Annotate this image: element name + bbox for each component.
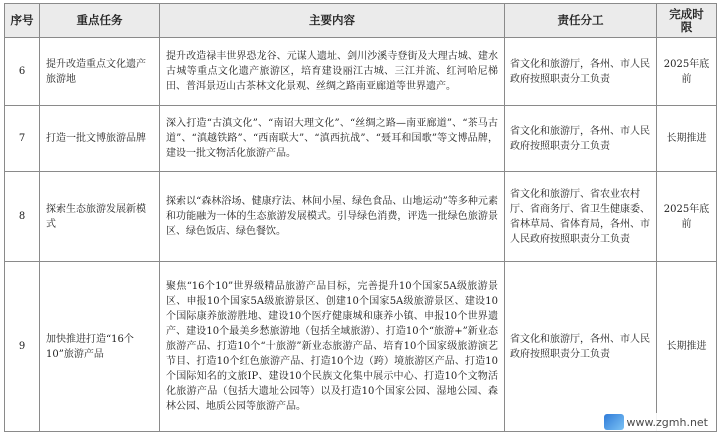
row-responsibility: 省文化和旅游厅，各州、市人民政府按照职责分工负责 bbox=[505, 106, 657, 172]
row-responsibility: 省文化和旅游厅、省农业农村厅、省商务厅、省卫生健康委、省林草局、省体育局，各州、市人民政府按照职责分工负责 bbox=[505, 172, 657, 262]
row-deadline: 长期推进 bbox=[657, 262, 717, 432]
site-logo-icon bbox=[604, 414, 624, 430]
watermark-text: www.zgmh.net bbox=[626, 415, 708, 429]
table-row bbox=[5, 106, 717, 172]
table-row bbox=[5, 172, 717, 262]
task-table bbox=[4, 3, 717, 432]
header-content: 主要内容 bbox=[160, 4, 505, 38]
row-task: 打造一批文博旅游品牌 bbox=[40, 106, 160, 172]
header-index: 序号 bbox=[5, 4, 40, 38]
row-content: 聚焦“16个10”世界级精品旅游产品目标，完善提升10个国家5A级旅游景区、申报10个国家5A级旅游景区、创建10个国家5A级旅游景区、建设10个国际康养旅游胜地、建设10个医疗健康城和康养小镇、申报10个世界遗产、建设10个最美乡愁旅游地（包括全域旅游）、打造10个“旅游+”新业态旅游产品、打造10个“十旅游”新业态旅游产品、培育10个国家级旅游演艺节目、打造10个红色旅游产品、打造10个边（跨）境旅游区产品、打造10个国际知名的文旅IP、建设10个民族文化集中展示中心、打造10个文物活化旅游产品（包括大遗址公园等）以及打造10个国家公园、湿地公园、森林公园、地质公园等旅游产品。 bbox=[160, 262, 505, 432]
table-row bbox=[5, 38, 717, 106]
header-row bbox=[5, 4, 717, 38]
row-content: 提升改造禄丰世界恐龙谷、元谋人遗址、剑川沙溪寺登街及大理古城、建水古城等重点文化遗产旅游区，培育建设丽江古城、三江并流、红河哈尼梯田、普洱景迈山古茶林文化景观、丝绸之路南亚廊道等世界遗产。 bbox=[160, 38, 505, 106]
row-responsibility: 省文化和旅游厅，各州、市人民政府按照职责分工负责 bbox=[505, 38, 657, 106]
row-task: 提升改造重点文化遗产旅游地 bbox=[40, 38, 160, 106]
row-task: 加快推进打造“16个10”旅游产品 bbox=[40, 262, 160, 432]
row-content: 深入打造“古滇文化”、“南诏大理文化”、“丝绸之路—南亚廊道”、“茶马古道”、“滇越铁路”、“西南联大”、“滇西抗战”、“聂耳和国歌”等文博品牌，建设一批文物活化旅游产品。 bbox=[160, 106, 505, 172]
row-index: 9 bbox=[5, 262, 40, 432]
row-index: 7 bbox=[5, 106, 40, 172]
row-deadline: 2025年底前 bbox=[657, 172, 717, 262]
site-watermark bbox=[602, 413, 710, 431]
row-deadline: 长期推进 bbox=[657, 106, 717, 172]
header-deadline: 完成时限 bbox=[657, 4, 717, 38]
table-row bbox=[5, 262, 717, 432]
header-responsibility: 责任分工 bbox=[505, 4, 657, 38]
row-index: 6 bbox=[5, 38, 40, 106]
row-deadline: 2025年底前 bbox=[657, 38, 717, 106]
header-task: 重点任务 bbox=[40, 4, 160, 38]
row-responsibility: 省文化和旅游厅，各州、市人民政府按照职责分工负责 bbox=[505, 262, 657, 432]
row-task: 探索生态旅游发展新模式 bbox=[40, 172, 160, 262]
row-content: 探索以“森林浴场、健康疗法、林间小屋、绿色食品、山地运动”等多种元素和功能融为一体的生态旅游发展模式。引导绿色消费，评选一批绿色旅游景区、绿色饭店、绿色餐饮。 bbox=[160, 172, 505, 262]
row-index: 8 bbox=[5, 172, 40, 262]
